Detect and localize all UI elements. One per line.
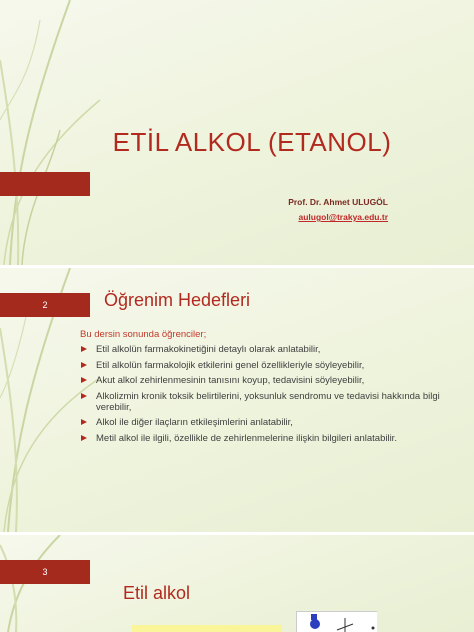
- bullet-arrow-icon: [81, 346, 87, 352]
- list-item: Etil alkolün farmakolojik etkilerini genel özellikleriyle söyleyebilir,: [80, 360, 450, 371]
- slide-number-badge: 3: [0, 560, 90, 584]
- list-item: Etil alkolün farmakokinetiğini detaylı olarak anlatabilir,: [80, 344, 450, 355]
- slide-2: [0, 268, 474, 532]
- slide-1: [0, 0, 474, 265]
- objectives-list: [80, 344, 450, 448]
- slide-3: [0, 535, 474, 632]
- slide-number-badge: 2: [0, 293, 90, 317]
- molecule-icon: [297, 612, 377, 632]
- bullet-arrow-icon: [81, 362, 87, 368]
- list-item: Metil alkol ile ilgili, özellikle de zehirlenmelerine ilişkin bilgileri anlatabilir.: [80, 433, 450, 444]
- author-email-link[interactable]: aulugol@trakya.edu.tr: [298, 212, 388, 222]
- author-name: Prof. Dr. Ahmet ULUGÖL: [288, 197, 388, 207]
- bullet-arrow-icon: [81, 377, 87, 383]
- intro-text: Bu dersin sonunda öğrenciler;: [80, 329, 207, 340]
- title-accent-bar: [0, 172, 90, 196]
- bullet-arrow-icon: [81, 393, 87, 399]
- list-item: Akut alkol zehirlenmesinin tanısını koyup, tedavisini söyleyebilir,: [80, 375, 450, 386]
- slide-3-title: Etil alkol: [123, 583, 191, 603]
- list-item: Alkolizmin kronik toksik belirtilerini, yoksunluk sendromu ve tedavisi hakkında bilgi verebilir,: [80, 391, 450, 413]
- bullet-arrow-icon: [81, 419, 87, 425]
- slide-1-title: ETİL ALKOL (ETANOL): [112, 127, 392, 157]
- highlight-box: [132, 625, 282, 632]
- slide-2-title: Öğrenim Hedefleri: [104, 290, 251, 310]
- list-item: Alkol ile diğer ilaçların etkileşimlerini anlatabilir,: [80, 417, 450, 428]
- bullet-arrow-icon: [81, 435, 87, 441]
- molecule-image: [296, 611, 377, 632]
